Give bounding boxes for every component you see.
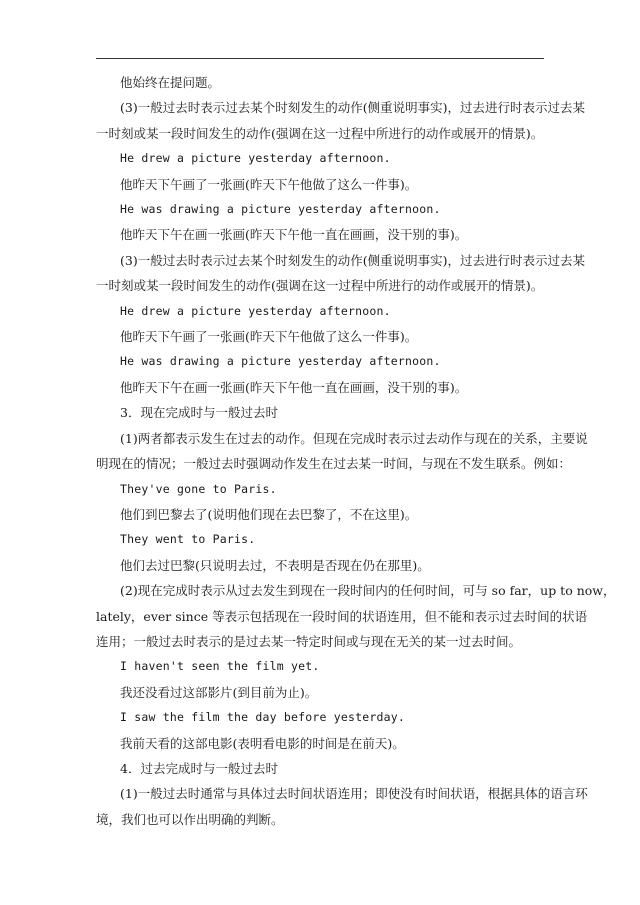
- text-line: 他始终在提问题。: [120, 75, 221, 90]
- english-example-line: He drew a picture yesterday afternoon.: [120, 303, 391, 318]
- text-line: lately，ever since 等表示包括现在一段时间的状语连用，但不能和表示过去时间的状语: [96, 608, 588, 624]
- english-example-line: He drew a picture yesterday afternoon.: [120, 151, 391, 166]
- text-line: (3)一般过去时表示过去某个时刻发生的动作(侧重说明事实)，过去进行时表示过去某: [120, 100, 585, 116]
- english-example-line: I haven't seen the film yet.: [120, 659, 320, 674]
- text-line: 明现在的情况；一般过去时强调动作发生在过去某一时间，与现在不发生联系。例如：: [96, 456, 572, 472]
- english-example-line: They went to Paris.: [120, 532, 256, 547]
- translation-line: 他昨天下午画了一张画(昨天下午他做了这么一件事)。: [120, 329, 418, 345]
- header-rule: [96, 58, 544, 59]
- document-body: [96, 70, 616, 832]
- translation-line: 我前天看的这部电影(表明看电影的时间是在前天)。: [120, 735, 405, 751]
- text-line: (1)两者都表示发生在过去的动作。但现在完成时表示过去动作与现在的关系，主要说: [120, 430, 588, 446]
- text-line: (3)一般过去时表示过去某个时刻发生的动作(侧重说明事实)，过去进行时表示过去某: [120, 252, 585, 268]
- translation-line: 他昨天下午在画一张画(昨天下午他一直在画画，没干别的事)。: [120, 227, 468, 243]
- english-example-line: They've gone to Paris.: [120, 481, 277, 496]
- translation-line: 他们到巴黎去了(说明他们现在去巴黎了，不在这里)。: [120, 506, 418, 522]
- english-example-line: He was drawing a picture yesterday afternoon.: [120, 202, 441, 217]
- text-line: (2)现在完成时表示从过去发生到现在一段时间内的任何时间，可与 so far，up to now，: [120, 583, 616, 599]
- translation-line: 他们去过巴黎(只说明去过，不表明是否现在仍在那里)。: [120, 557, 430, 573]
- section-heading: 3．现在完成时与一般过去时: [120, 405, 278, 421]
- text-line: 一时刻或某一段时间发生的动作(强调在这一过程中所进行的动作或展开的情景)。: [96, 278, 544, 294]
- text-line: 一时刻或某一段时间发生的动作(强调在这一过程中所进行的动作或展开的情景)。: [96, 125, 544, 141]
- section-heading: 4．过去完成时与一般过去时: [120, 760, 278, 776]
- translation-line: 我还没看过这部影片(到目前为止)。: [120, 684, 318, 700]
- text-line: 连用；一般过去时表示的是过去某一特定时间或与现在无关的某一过去时间。: [96, 633, 522, 649]
- english-example-line: He was drawing a picture yesterday afternoon.: [120, 354, 441, 369]
- text-line: (1)一般过去时通常与具体过去时间状语连用；即使没有时间状语，根据具体的语言环: [120, 786, 588, 802]
- translation-line: 他昨天下午画了一张画(昨天下午他做了这么一件事)。: [120, 176, 418, 192]
- translation-line: 他昨天下午在画一张画(昨天下午他一直在画画，没干别的事)。: [120, 379, 468, 395]
- english-example-line: I saw the film the day before yesterday.: [120, 710, 405, 725]
- text-line: 境，我们也可以作出明确的判断。: [96, 811, 284, 827]
